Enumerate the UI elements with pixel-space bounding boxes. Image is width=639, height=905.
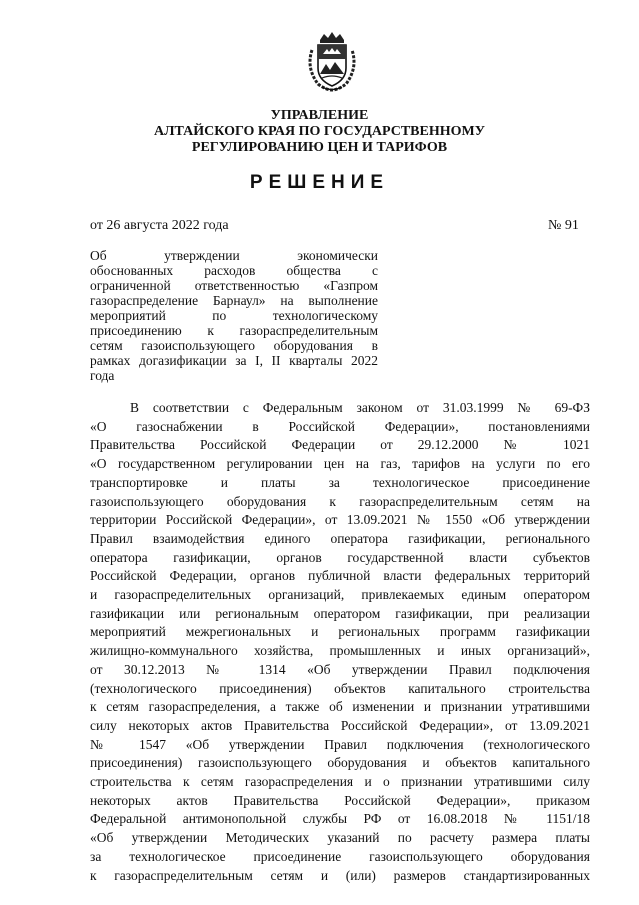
agency-line-1: УПРАВЛЕНИЕ [270,108,369,123]
body-line: «О государственном регулировании цен на газ, тарифов на услуги по его [90,456,590,472]
body-line: транспортировке и платы за технологическое присоединение [90,474,590,490]
body-line: Федеральной антимонопольной службы РФ от 16.08.2018 № 1151/18 [90,811,590,827]
body-line: территории Российской Федерации», от 13.09.2021 № 1550 «Об утверждении [90,512,590,528]
subject-line: сетям газоиспользующего оборудования в [90,338,378,353]
body-line: строительства к сетям газораспределения и о признании утратившими силу [90,774,590,790]
subject-line: мероприятий по технологическому [90,308,378,323]
body-line: Российской Федерации, органов публичной власти федеральных территорий [90,568,590,584]
body-line: от 30.12.2013 № 1314 «Об утверждении Правил подключения [90,661,590,677]
document-type-title: РЕШЕНИЕ [249,172,390,193]
body-line: Правительства Российской Федерации от 29.12.2000 № 1021 [90,437,590,453]
coat-of-arms-icon [302,30,362,92]
body-line: «О газоснабжении в Российской Федерации», постановлениями [90,418,590,434]
document-body [90,399,590,885]
body-line: за технологическое присоединение газоиспользующего оборудования [90,848,590,864]
subject-line: Об утверждении экономически [90,248,378,263]
body-line: (технологического присоединения) объектов капитального строительства [90,680,590,696]
body-line: силу некоторых актов Правительства Российской Федерации», от 13.09.2021 [90,717,590,733]
body-line: мероприятий межрегиональных и региональных программ газификации [90,624,590,640]
body-line: оператора газификации, органов государственной власти субъектов [90,549,590,565]
body-line: газоиспользующего оборудования к газораспределительным сетям на [90,493,590,509]
document-number: № 91 [548,218,579,233]
body-line: присоединения) газоиспользующего оборудования и объектов капитального [90,755,590,771]
body-line: Правил взаимодействия единого оператора газификации, регионального [90,530,590,546]
document-subject [90,248,378,383]
body-line: В соответствии с Федеральным законом от 31.03.1999 № 69-ФЗ [130,400,590,415]
agency-line-3: РЕГУЛИРОВАНИЮ ЦЕН И ТАРИФОВ [191,140,448,155]
agency-line-2: АЛТАЙСКОГО КРАЯ ПО ГОСУДАРСТВЕННОМУ [154,124,485,139]
body-line: «Об утверждении Методических указаний по расчету размера платы [90,830,590,846]
body-line: некоторых актов Правительства Российской Федерации», приказом [90,792,590,808]
agency-name [0,108,639,156]
body-line: к газораспределительным сетям и (или) размеров стандартизированных [90,867,590,883]
body-line: газификации или региональным оператором газификации, при реализации [90,605,590,621]
body-line: жилищно-коммунального хозяйства, промышленных и иных организаций», [90,643,590,659]
document-date: от 26 августа 2022 года [90,218,229,233]
subject-line: газораспределение Барнаул» на выполнение [90,293,378,308]
body-line: к сетям газораспределения, а также об изменении и признании утратившими [90,699,590,715]
subject-line: ограниченной ответственностью «Газпром [90,278,378,293]
subject-line: рамках догазификации за I, II кварталы 2022 [90,353,378,368]
subject-line: года [90,368,115,383]
subject-line: обоснованных расходов общества с [90,263,378,278]
subject-line: присоединению к газораспределительным [90,323,378,338]
body-line: и газораспределительных организаций, привлекаемых единым оператором [90,587,590,603]
body-line: № 1547 «Об утверждении Правил подключения (технологического [90,736,590,752]
